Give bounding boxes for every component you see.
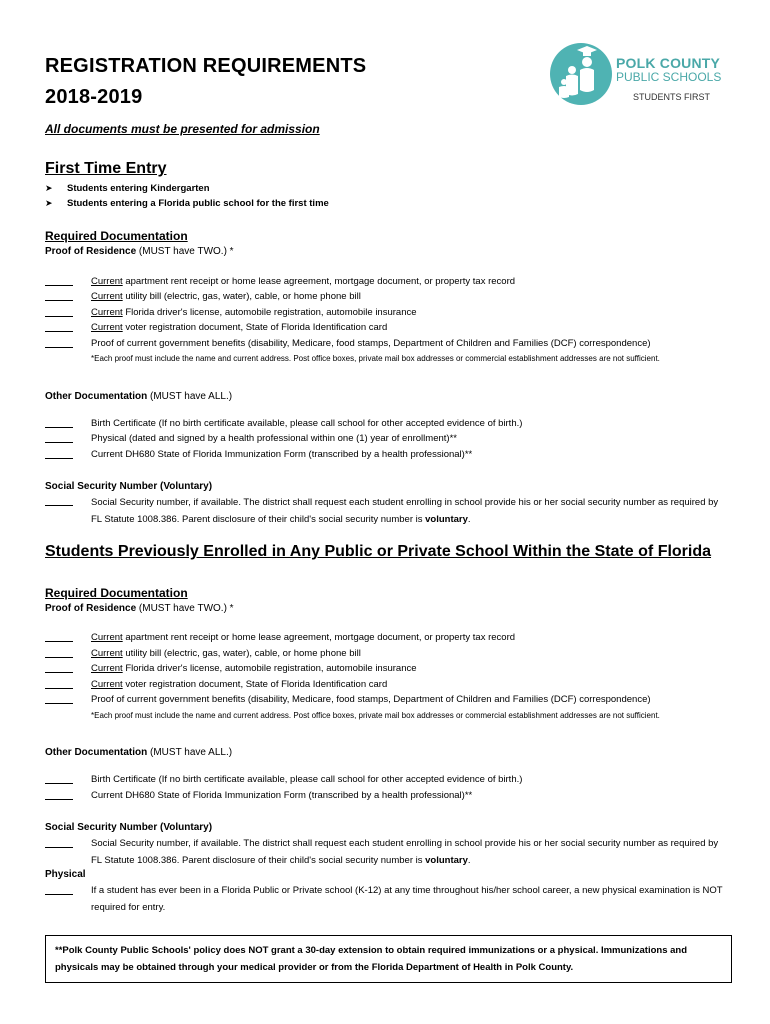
first-time-entry-heading: First Time Entry [45,160,167,177]
checkbox-blank[interactable] [45,774,73,784]
checkbox-blank[interactable] [45,496,73,506]
checkbox-blank[interactable] [45,307,73,317]
proof-of-residence-label: Proof of Residence (MUST have TWO.) * [45,603,234,614]
policy-notice-box [45,935,732,983]
policy-notice-text: **Polk County Public Schools' policy does NOT grant a 30-day extension to obtain required immunizations or a physical. Immunizations and physicals may be obtained through your medical provider or from the Florida Department of Health in Polk County. [55,945,688,973]
logo-tagline: STUDENTS FIRST [633,92,711,102]
physical-label: Physical [45,869,86,880]
arrow-bullet-icon: ➤ [45,183,53,193]
proof-note: *Each proof must include the name and current address. Post office boxes, private mail box addresses or commercial establishment addresses are not sufficient. [91,711,660,720]
other-documentation-label: Other Documentation (MUST have ALL.) [45,747,233,758]
ssn-label: Social Security Number (Voluntary) [45,481,213,492]
ssn-label: Social Security Number (Voluntary) [45,822,213,833]
other-documentation-label: Other Documentation (MUST have ALL.) [45,391,233,402]
checkbox-blank[interactable] [45,885,73,895]
ssn-paragraph: Social Security number, if available. The district shall request each student enrolling in school provide his or her social security number as required by FL Statute 1008.386. Parent disclosure of their child's social security number is voluntary. [91,838,719,866]
logo-emblem-icon [550,40,612,108]
arrow-bullet-icon: ➤ [45,198,53,208]
checkbox-blank[interactable] [45,433,73,443]
checkbox-blank[interactable] [45,663,73,673]
checkbox-blank[interactable] [45,276,73,286]
logo-line-1: POLK COUNTY [616,55,721,71]
page-title [45,51,366,113]
document-page: REGISTRATION REQUIREMENTS 2018-2019 All documents must be presented for admission POLK COUNTY PUBLIC SCHOOLS STUDENTS FIRST First Time Entry ➤ Students entering Kindergarten ➤ Students entering a Florida public school for the first time Required Documentation Proof of Residence (MUST have TWO.) * Current apartment rent receipt or home lease agreement, mortgage document, or property tax record Current utility bill (electric, gas, water), cable, or home phone bill Current Florida driver's license, automobile registration, automobile insurance Current voter registration document, State of Florida Identification card Proof of current government benefits (disability, Medicare, food stamps, Department of Children and Families (DCF) correspondence) *Each proof must include the name and current address. Post office boxes, private mail box addresses or commercial establishment addresses are not sufficient. Other Documentation (MUST have ALL.) Birth Certificate (If no birth certificate available, please call school for other accepted evidence of birth.) Physical (dated and signed by a health professional within one (1) year of enrollment)** Current DH680 State of Florida Immunization Form (transcribed by a health professional)** Social Security Number (Voluntary) Social Security number, if available. The district shall request each student enrolling in school provide his or her social security number as required by FL Statute 1008.386. Parent disclosure of their child's social security number is voluntary. Students Previously Enrolled in Any Public or Private School Within the State of Florida Required Documentation Proof of Residence (MUST have TWO.) * Current apartment rent receipt or home lease agreement, mortgage document, or property tax record Current utility bill (electric, gas, water), cable, or home phone bill Current Florida driver's license, automobile registration, automobile insurance Current voter registration document, State of Florida Identification card Proof of current government benefits (disability, Medicare, food stamps, Department of Children and Families (DCF) correspondence) *Each proof must include the name and current address. Post office boxes, private mail box addresses or commercial establishment addresses are not sufficient. Other Documentation (MUST have ALL.) Birth Certificate (If no birth certificate available, please call school for other accepted evidence of birth.) Current DH680 State of Florida Immunization Form (transcribed by a health professional)** Social Security Number (Voluntary) Social Security number, if available. The district shall request each student enrolling in school provide his or her social security number as required by FL Statute 1008.386. Parent disclosure of their child's social security number is voluntary. Physical If a student has ever been in a Florida Public or Private school (K-12) at any time throughout his/her school career, a new physical examination is NOT required for entry. **Polk County Public Schools' policy does NOT grant a 30-day extension to obtain required immunizations or a physical. Immunizations and physicals may be obtained through your medical provider or from the Florida Department of Health in Polk County. [0,0,770,1024]
required-documentation-heading: Required Documentation [45,586,188,600]
bullet-item: ➤ Students entering a Florida public school for the first time [45,198,329,209]
ssn-paragraph: Social Security number, if available. The district shall request each student enrolling in school provide his or her social security number as required by FL Statute 1008.386. Parent disclosure of their child's social security number is voluntary. [91,497,719,525]
physical-paragraph: If a student has ever been in a Florida Public or Private school (K-12) at any time throughout his/her school career, a new physical examination is NOT required for entry. [91,885,723,913]
checkbox-blank[interactable] [45,449,73,459]
checkbox-blank[interactable] [45,291,73,301]
bullet-item: ➤ Students entering Kindergarten [45,183,210,194]
checkbox-blank[interactable] [45,679,73,689]
proof-of-residence-label: Proof of Residence (MUST have TWO.) * [45,246,234,257]
previously-enrolled-heading: Students Previously Enrolled in Any Public or Private School Within the State of Florida [45,543,712,560]
title-line-1: REGISTRATION REQUIREMENTS [45,55,367,77]
checkbox-blank[interactable] [45,338,73,348]
checkbox-blank[interactable] [45,838,73,848]
checkbox-blank[interactable] [45,790,73,800]
checkbox-blank[interactable] [45,418,73,428]
checkbox-blank[interactable] [45,322,73,332]
title-line-2: 2018-2019 [45,86,143,108]
checkbox-blank[interactable] [45,694,73,704]
checkbox-blank[interactable] [45,648,73,658]
required-documentation-heading: Required Documentation [45,229,188,243]
checkbox-blank[interactable] [45,632,73,642]
proof-note: *Each proof must include the name and current address. Post office boxes, private mail box addresses or commercial establishment addresses are not sufficient. [91,354,660,363]
logo-line-2: PUBLIC SCHOOLS [616,70,722,84]
admission-notice: All documents must be presented for admission [45,122,320,136]
district-logo [550,40,740,110]
